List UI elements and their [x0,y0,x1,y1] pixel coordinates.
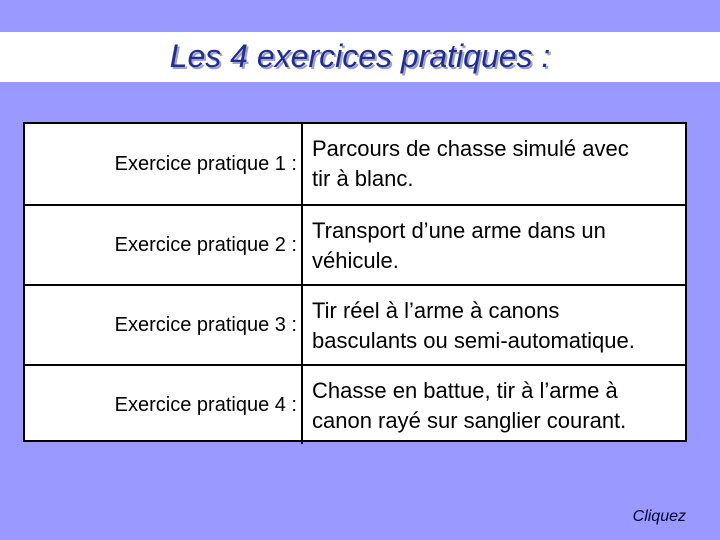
description-line: véhicule. [312,248,399,273]
exercise-description [301,124,685,204]
exercise-description [301,286,685,364]
exercise-description [301,366,685,444]
exercise-description [301,206,685,284]
slide-title: Les 4 exercices pratiques : [169,38,551,74]
table-row [25,124,685,204]
description-line: tir à blanc. [312,166,414,191]
exercise-label: Exercice pratique 1 : [114,152,297,175]
exercise-label: Exercice pratique 3 : [114,313,297,336]
description-line: Transport d’une arme dans un [312,218,606,243]
table-row [25,284,685,364]
exercise-label: Exercice pratique 4 : [114,393,297,416]
exercise-table [23,122,687,442]
description-line: Chasse en battue, tir à l’arme à [312,378,618,403]
table-row [25,364,685,444]
exercise-label: Exercice pratique 2 : [114,233,297,256]
description-line: canon rayé sur sanglier courant. [312,408,627,433]
description-line: basculants ou semi-automatique. [312,328,635,353]
description-line: Parcours de chasse simulé avec [312,136,629,161]
table-row [25,204,685,284]
cliquez-link[interactable]: Cliquez [632,508,686,525]
description-line: Tir réel à l’arme à canons [312,298,560,323]
